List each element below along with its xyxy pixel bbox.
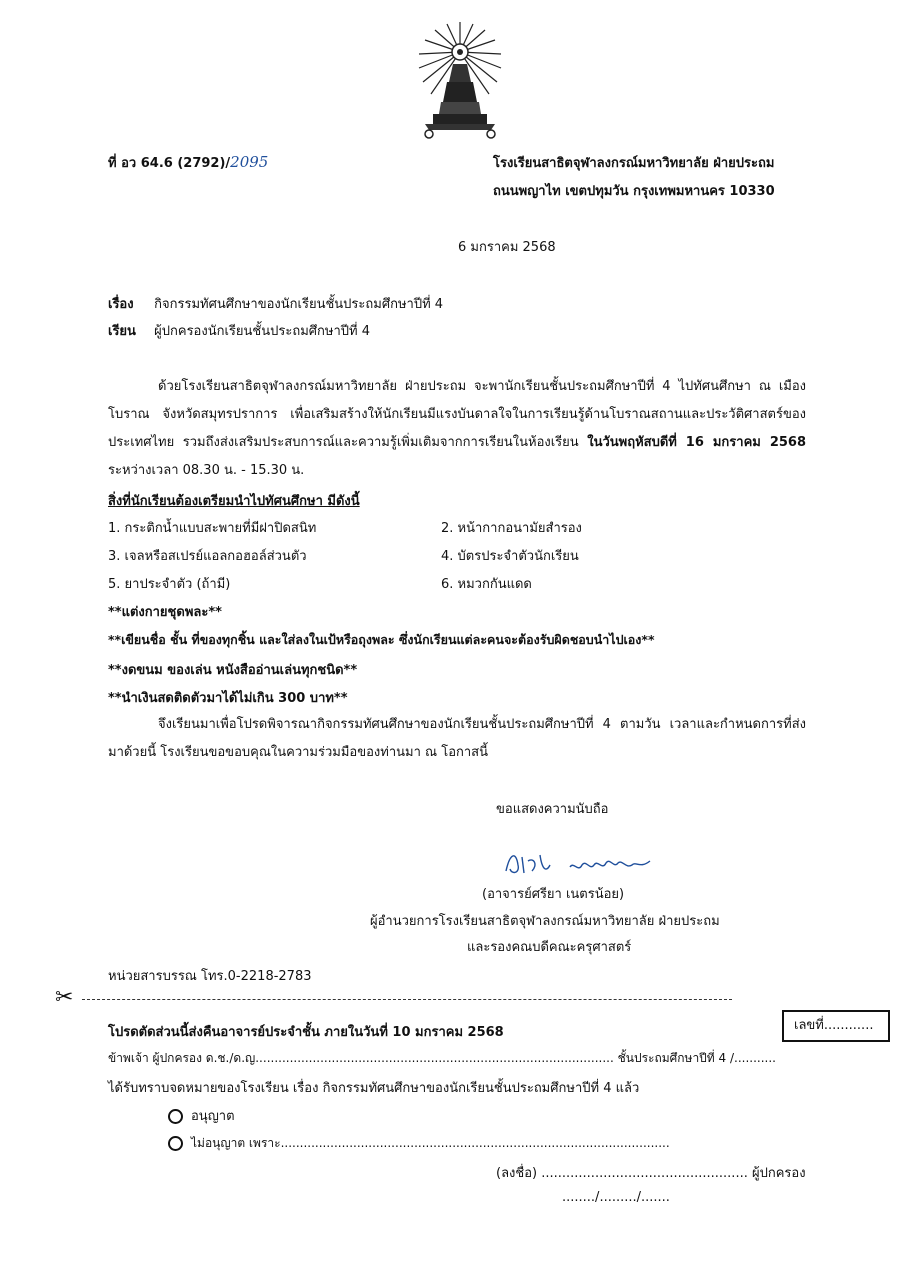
body-intro: ด้วยโรงเรียนสาธิตจุฬาลงกรณ์มหาวิทยาลัย ฝ่ายประถม จะพานักเรียนชั้นประถมศึกษาปีที่ 4 ไปทัศนศึกษา ณ เมืองโบราณ จังหวัดสมุทรปราการ เพื่อเสริมสร้างให้นักเรียนมีแรงบันดาลใจในการเรียนรู้ด้านโบราณสถานและประวัติศาสตร์ของประเทศไทย รวมถึงส่งเสริมประสบการณ์และความรู้เพิ่มเติมจากการเรียนในห้องเรียน: [108, 379, 806, 450]
list-item: 5. ยาประจำตัว (ถ้ามี): [108, 577, 231, 592]
list-item: 6. หมวกกันแดด: [441, 577, 532, 592]
number-box[interactable]: เลขที่............: [782, 1010, 890, 1042]
option-allow[interactable]: [168, 1105, 235, 1126]
slip-guardian-line[interactable]: ข้าพเจ้า ผู้ปกครอง ด.ช./ด.ญ.............................................................................................. ชั้นประถมศึกษาปีที่ 4 /...........: [108, 1051, 776, 1065]
note-item: **นำเงินสดติดตัวมาได้ไม่เกิน 300 บาท**: [108, 691, 348, 706]
signer-name: (อาจารย์ศรียา เนตรน้อย): [482, 887, 625, 902]
subject-text: กิจกรรมทัศนศึกษาของนักเรียนชั้นประถมศึกษาปีที่ 4: [154, 297, 444, 312]
items-heading: สิ่งที่นักเรียนต้องเตรียมนำไปทัศนศึกษา มีดังนี้: [108, 494, 360, 509]
letter-date: 6 มกราคม 2568: [458, 240, 556, 255]
radio-allow-icon[interactable]: [168, 1109, 183, 1124]
slip-acknowledge-line: ได้รับทราบจดหมายของโรงเรียน เรื่อง กิจกรรมทัศนศึกษาของนักเรียนชั้นประถมศึกษาปีที่ 4 แล้ว: [108, 1081, 640, 1096]
reference-handwritten: 2095: [230, 153, 269, 171]
school-address: ถนนพญาไท เขตปทุมวัน กรุงเทพมหานคร 10330: [493, 184, 775, 199]
recipient-label: เรียน: [108, 324, 136, 339]
scissors-icon: ✂: [55, 985, 74, 1010]
note-item: **แต่งกายชุดพละ**: [108, 605, 222, 620]
regards: ขอแสดงความนับถือ: [496, 802, 609, 817]
signer-title: ผู้อำนวยการโรงเรียนสาธิตจุฬาลงกรณ์มหาวิทยาลัย ฝ่ายประถม: [370, 914, 720, 929]
note-item: **เขียนชื่อ ชั้น ที่ของทุกชิ้น และใส่ลงในเป้หรือถุงพละ ซึ่งนักเรียนแต่ละคนจะต้องรับผิดชอบนำไปเอง**: [108, 632, 655, 647]
recipient-line: [108, 320, 370, 341]
signer-title-2: และรองคณบดีคณะครุศาสตร์: [467, 940, 632, 955]
school-emblem: [417, 22, 503, 140]
radio-deny-icon[interactable]: [168, 1136, 183, 1151]
subject-line: [108, 293, 443, 314]
slip-date-line[interactable]: ......../........./.......: [562, 1190, 670, 1205]
signature: [500, 843, 660, 883]
school-name: โรงเรียนสาธิตจุฬาลงกรณ์มหาวิทยาลัย ฝ่ายประถม: [493, 156, 775, 171]
guardian-signature-line[interactable]: (ลงชื่อ) .................................................. ผู้ปกครอง: [496, 1166, 806, 1181]
contact-info: หน่วยสารบรรณ โทร.0-2218-2783: [108, 969, 312, 984]
body-date-bold: ในวันพฤหัสบดีที่ 16 มกราคม 2568: [587, 435, 806, 450]
reference-number: [108, 152, 268, 173]
list-item: 4. บัตรประจำตัวนักเรียน: [441, 549, 579, 564]
slip-instruction: โปรดตัดส่วนนี้ส่งคืนอาจารย์ประจำชั้น ภายในวันที่ 10 มกราคม 2568: [108, 1025, 504, 1040]
body-time: ระหว่างเวลา 08.30 น. - 15.30 น.: [108, 463, 305, 478]
body-paragraph: [108, 373, 806, 485]
option-deny[interactable]: [168, 1134, 670, 1153]
reference-prefix: ที่ อว 64.6 (2792)/: [108, 156, 231, 171]
note-item: **งดขนม ของเล่น หนังสืออ่านเล่นทุกชนิด**: [108, 663, 358, 678]
subject-label: เรื่อง: [108, 297, 134, 312]
cut-line: [82, 999, 732, 1000]
list-item: 2. หน้ากากอนามัยสำรอง: [441, 521, 582, 536]
closing-paragraph: จึงเรียนมาเพื่อโปรดพิจารณากิจกรรมทัศนศึกษาของนักเรียนชั้นประถมศึกษาปีที่ 4 ตามวัน เวลาและกำหนดการที่ส่งมาด้วยนี้ โรงเรียนขอขอบคุณในความร่วมมือของท่านมา ณ โอกาสนี้: [108, 717, 806, 760]
list-item: 1. กระติกน้ำแบบสะพายที่มีฝาปิดสนิท: [108, 521, 317, 536]
recipient-text: ผู้ปกครองนักเรียนชั้นประถมศึกษาปีที่ 4: [154, 324, 370, 339]
option-allow-label: อนุญาต: [191, 1109, 235, 1124]
option-deny-label: ไม่อนุญาต เพราะ......................................................................................................: [191, 1136, 670, 1150]
list-item: 3. เจลหรือสเปรย์แอลกอฮอล์ส่วนตัว: [108, 549, 307, 564]
